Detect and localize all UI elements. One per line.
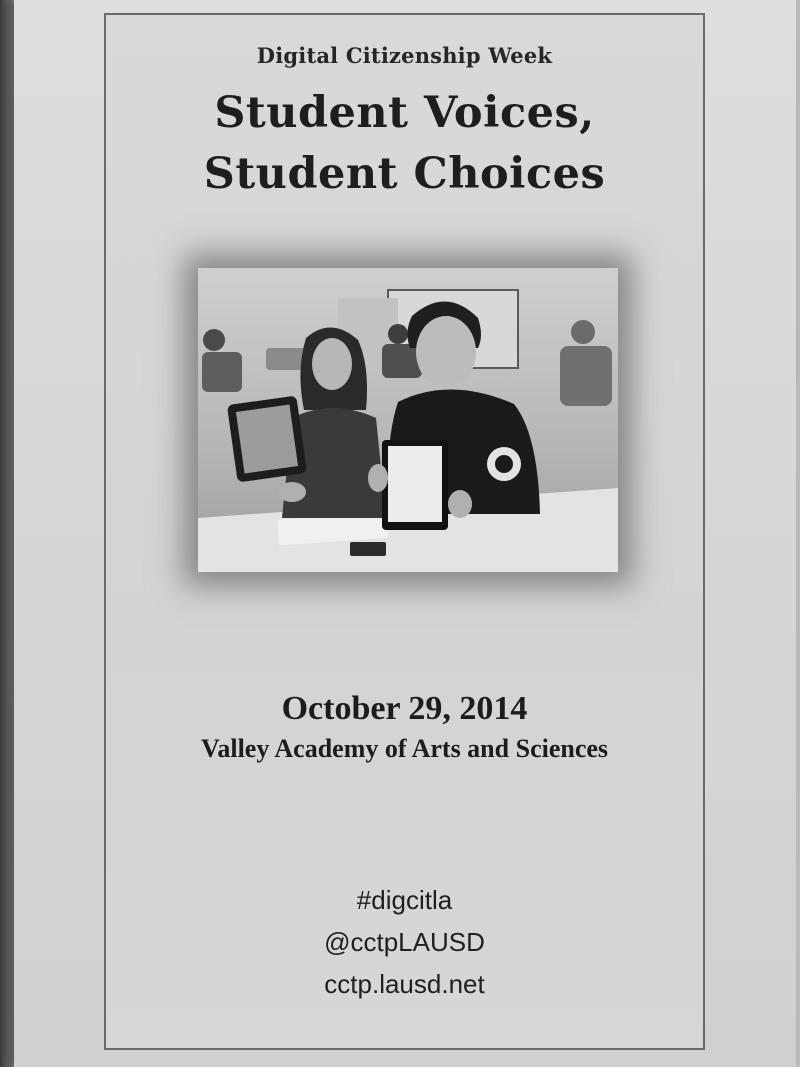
event-venue: Valley Academy of Arts and Sciences [200, 734, 609, 763]
contact-block [106, 879, 703, 1005]
flyer-title [106, 83, 703, 205]
event-label: Digital Citizenship Week [256, 43, 553, 68]
flyer [104, 13, 705, 1050]
student-photo-illustration [198, 268, 618, 572]
title-line-2: Student Choices [203, 149, 606, 199]
event-date: October 29, 2014 [281, 690, 528, 727]
paper-sheet [14, 0, 796, 1067]
website-text: cctp.lausd.net [324, 969, 485, 999]
title-line-1: Student Voices, [214, 88, 595, 138]
student-photo [198, 268, 618, 572]
twitter-handle: @cctpLAUSD [324, 927, 485, 957]
hashtag-text: #digcitla [356, 885, 453, 915]
